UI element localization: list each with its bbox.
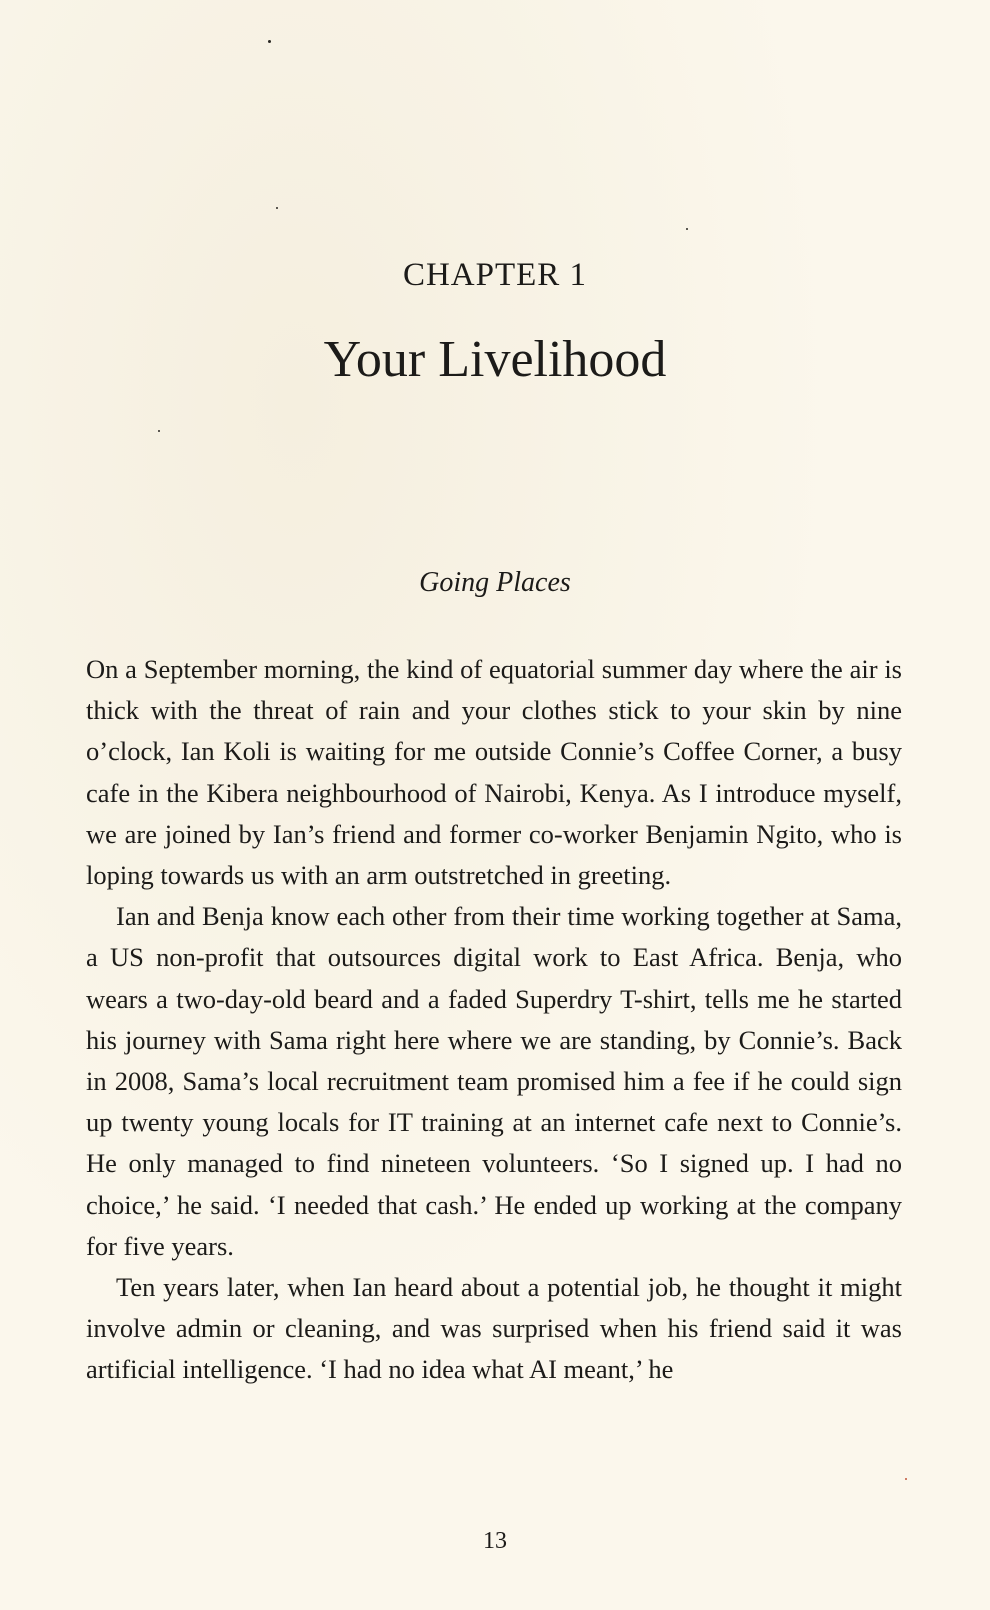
paragraph: Ten years later, when Ian heard about a potential job, he thought it might involve admin or cleaning, and was surprised when his friend said it was artificial intelligence. ‘I had no idea what AI meant,’ he [86, 1272, 902, 1385]
print-speck [276, 207, 278, 209]
page-number: 13 [483, 1528, 507, 1554]
body-text [86, 649, 902, 1391]
paragraph: Ian and Benja know each other from their time working together at Sama, a US non-profit that outsources digital work to East Africa. Benja, who wears a two-day-old beard and a faded Superdry T-shirt, tells me he started his journey with Sama right here where we are standing, by Connie’s. Back in 2008, Sama’s local recruitment team promised him a fee if he could sign up twenty young locals for IT training at an internet cafe next to Connie’s. He only managed to find nineteen volunteers. ‘So I signed up. I had no choice,’ he said. ‘I needed that cash.’ He ended up working at the company for five years. [86, 901, 902, 1261]
print-speck [268, 40, 271, 43]
chapter-title: Your Livelihood [323, 331, 667, 388]
print-speck [905, 1478, 907, 1480]
print-speck [158, 430, 160, 432]
print-speck [686, 228, 688, 230]
chapter-label: CHAPTER 1 [402, 257, 588, 293]
section-title: Going Places [419, 567, 571, 598]
paragraph: On a September morning, the kind of equatorial summer day where the air is thick with the threat of rain and your clothes stick to your skin by nine o’clock, Ian Koli is waiting for me outside Connie’s Coffee Corner, a busy cafe in the Kibera neighbourhood of Nairobi, Kenya. As I introduce myself, we are joined by Ian’s friend and former co-worker Benjamin Ngito, who is loping towards us with an arm outstretched in greeting. [86, 654, 902, 891]
